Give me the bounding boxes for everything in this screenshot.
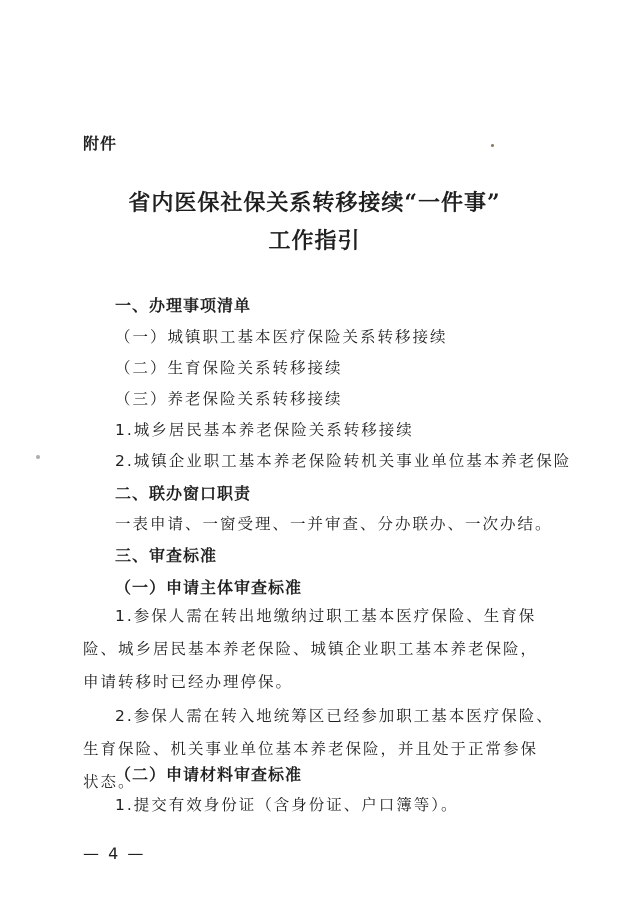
subsection-heading-2: （二）申请材料审查标准 — [115, 765, 303, 784]
scan-speck — [491, 144, 494, 147]
page-number: — 4 — — [83, 844, 146, 863]
paragraph-2: 2.参保人需在转入地统筹区已经参加职工基本医疗保险、生育保险、机关事业单位基本养老保险，并且处于正常参保状态。 — [83, 707, 554, 791]
subsection-heading-1: （一）申请主体审查标准 — [115, 578, 303, 597]
scan-speck — [36, 455, 40, 459]
list-item: （三）养老保险关系转移接续 — [115, 390, 343, 408]
document-title-line-2: 工作指引 — [268, 228, 361, 254]
section-2-text: 一表申请、一窗受理、一并审查、分办联办、一次办结。 — [115, 515, 553, 533]
list-item: （一）城镇职工基本医疗保险关系转移接续 — [115, 328, 448, 346]
section-heading-3: 三、审查标准 — [115, 546, 218, 565]
list-item: 1.城乡居民基本养老保险关系转移接续 — [115, 421, 414, 439]
document-title-line-1: 省内医保社保关系转移接续“一件事” — [128, 190, 501, 216]
list-item: 2.城镇企业职工基本养老保险转机关事业单位基本养老保险 — [115, 452, 572, 470]
list-item: （二）生育保险关系转移接续 — [115, 359, 343, 377]
paragraph-1: 1.参保人需在转出地缴纳过职工基本医疗保险、生育保险、城乡居民基本养老保险、城镇企业职工基本养老保险，申请转移时已经办理停保。 — [83, 607, 539, 691]
list-item: 1.提交有效身份证（含身份证、户口簿等）。 — [115, 796, 459, 814]
attachment-label: 附件 — [83, 134, 118, 153]
section-heading-1: 一、办理事项清单 — [115, 296, 252, 315]
section-heading-2: 二、联办窗口职责 — [115, 484, 252, 503]
